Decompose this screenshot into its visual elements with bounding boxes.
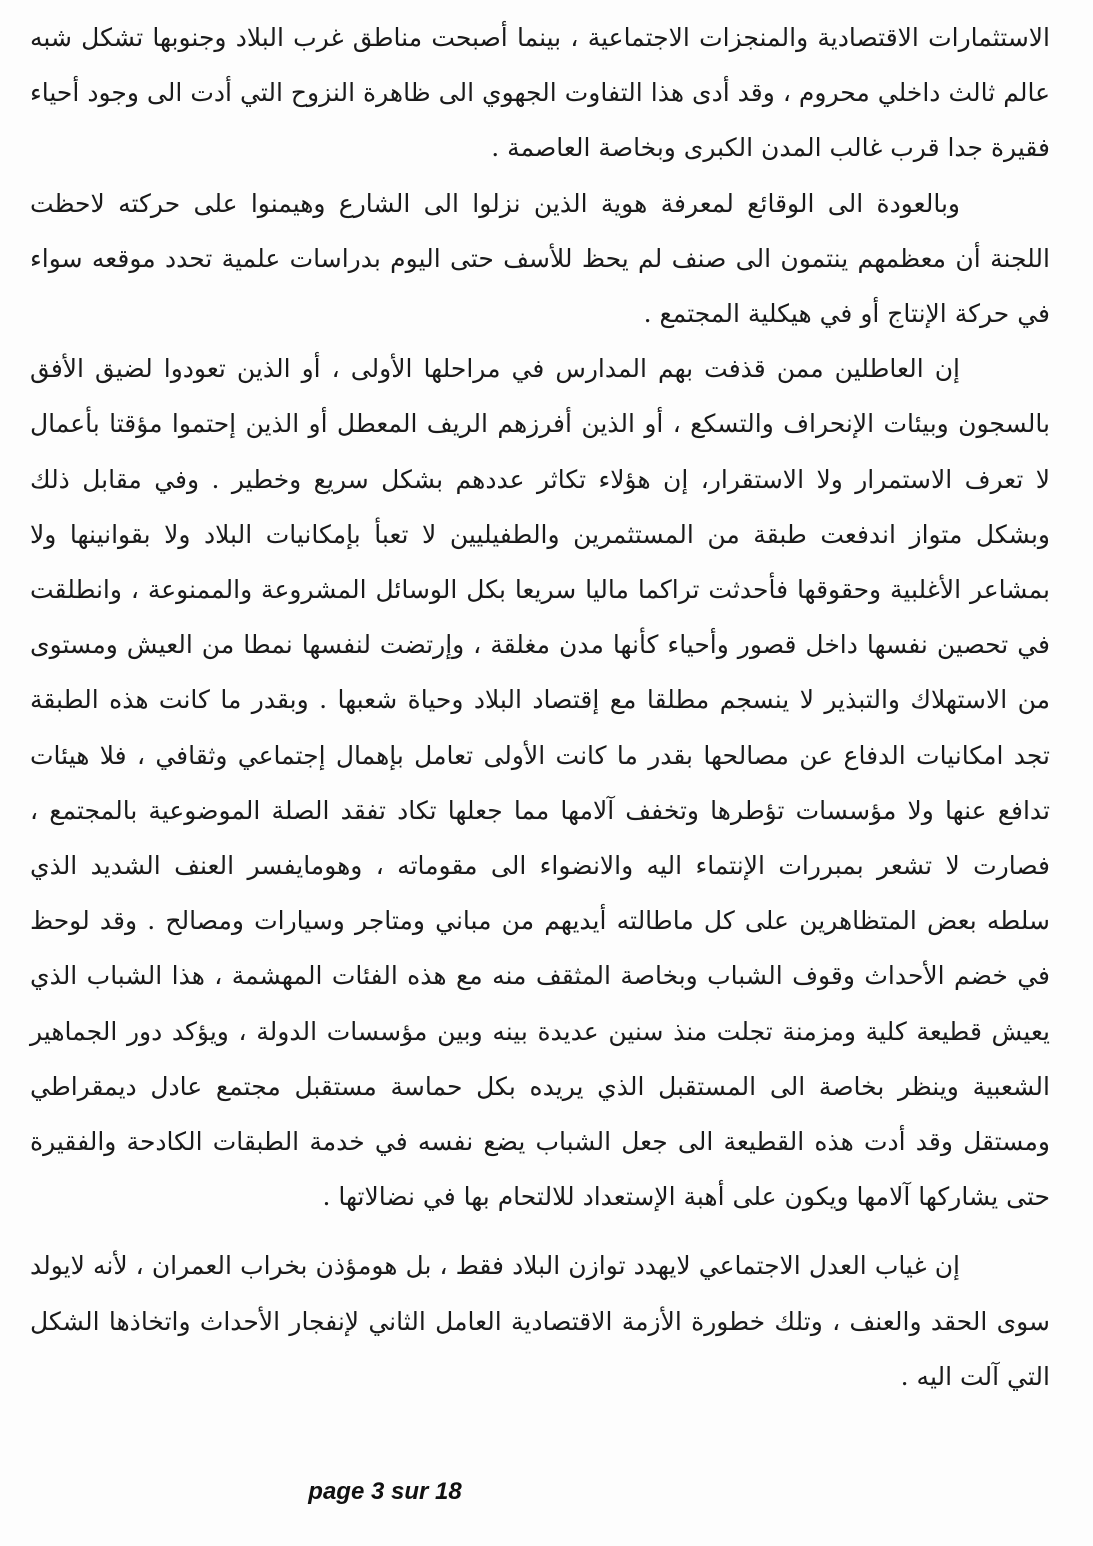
paragraph-2: وبالعودة الى الوقائع لمعرفة هوية الذين نزلوا الى الشارع وهيمنوا على حركته لاحظت اللجنة أن معظمهم ينتمون الى صنف لم يحظ للأسف حتى اليوم بدراسات علمية تحدد موقعه سواء في حركة الإنتاج أو في هيكلية المجتمع . — [30, 188, 1050, 329]
page-number: page 3 sur 18 — [308, 1478, 462, 1505]
paragraph-4: إن غياب العدل الاجتماعي لايهدد توازن البلاد فقط ، بل هومؤذن بخراب العمران ، لأنه لايولد سوى الحقد والعنف ، وتلك خطورة الأزمة الاقتصادية العامل الثاني لإنفجار الأحداث واتخاذها الشكل التي آلت اليه . — [30, 1251, 1050, 1391]
paragraph-3: إن العاطلين ممن قذفت بهم المدارس في مراحلها الأولى ، أو الذين تعودوا لضيق الأفق بالسجون وبيئات الإنحراف والتسكع ، أو الذين أفرزهم الريف المعطل أو الذين إحتموا مؤقتا بأعمال لا تعرف الاستمرار ولا الاستقرار، إن هؤلاء تكاثر عددهم بشكل سريع وخطير . وفي مقابل ذلك وبشكل متواز اندفعت طبقة من المستثمرين والطفيليين لا تعبأ بإمكانيات البلاد ولا بقوانينها ولا بمشاعر الأغلبية وحقوقها فأحدثت تراكما ماليا سريعا بكل الوسائل المشروعة والممنوعة ، وانطلقت في تحصين نفسها داخل قصور وأحياء كأنها مدن مغلقة ، وإرتضت لنفسها نمطا من العيش ومستوى من الاستهلاك والتبذير لا ينسجم مطلقا مع إقتصاد البلاد وحياة شعبها . وبقدر ما كانت هذه الطبقة تجد امكانيات الدفاع عن مصالحها بقدر ما كانت الأولى تعامل بإهمال إجتماعي وثقافي ، فلا هيئات تدافع عنها ولا مؤسسات تؤطرها وتخفف آلامها مما جعلها تكاد تفقد الصلة الموضوعية بالمجتمع ، فصارت لا تشعر بمبررات الإنتماء اليه والانضواء الى مقوماته ، وهومايفسر العنف الشديد الذي سلطه بعض المتظاهرين على كل ماطالته أيديهم من مباني ومتاجر وسيارات ومصالح . وقد لوحظ في خضم الأحداث وقوف الشباب وبخاصة المثقف منه مع هذه الفئات المهشمة ، هذا الشباب الذي يعيش قطيعة كلية ومزمنة تجلت منذ سنين عديدة بينه وبين مؤسسات الدولة ، ويؤكد دور الجماهير الشعبية وينظر بخاصة الى المستقبل الذي يريده بكل حماسة مستقبل مجتمع عادل ديمقراطي ومستقل وقد أدت هذه القطيعة الى جعل الشباب يضع نفسه في خدمة الطبقات الكادحة والفقيرة حتى يشاركها آلامها ويكون على أهبة الإستعداد للالتحام بها في نضالاتها . — [30, 354, 1050, 1212]
paragraph-1: الاستثمارات الاقتصادية والمنجزات الاجتماعية ، بينما أصبحت مناطق غرب البلاد وجنوبها تشكل شبه عالم ثالث داخلي محروم ، وقد أدى هذا التفاوت الجهوي الى ظاهرة النزوح التي أدت الى وجود أحياء فقيرة جدا قرب غالب المدن الكبرى وبخاصة العاصمة . — [30, 23, 1050, 163]
body-text — [30, 10, 1050, 1404]
